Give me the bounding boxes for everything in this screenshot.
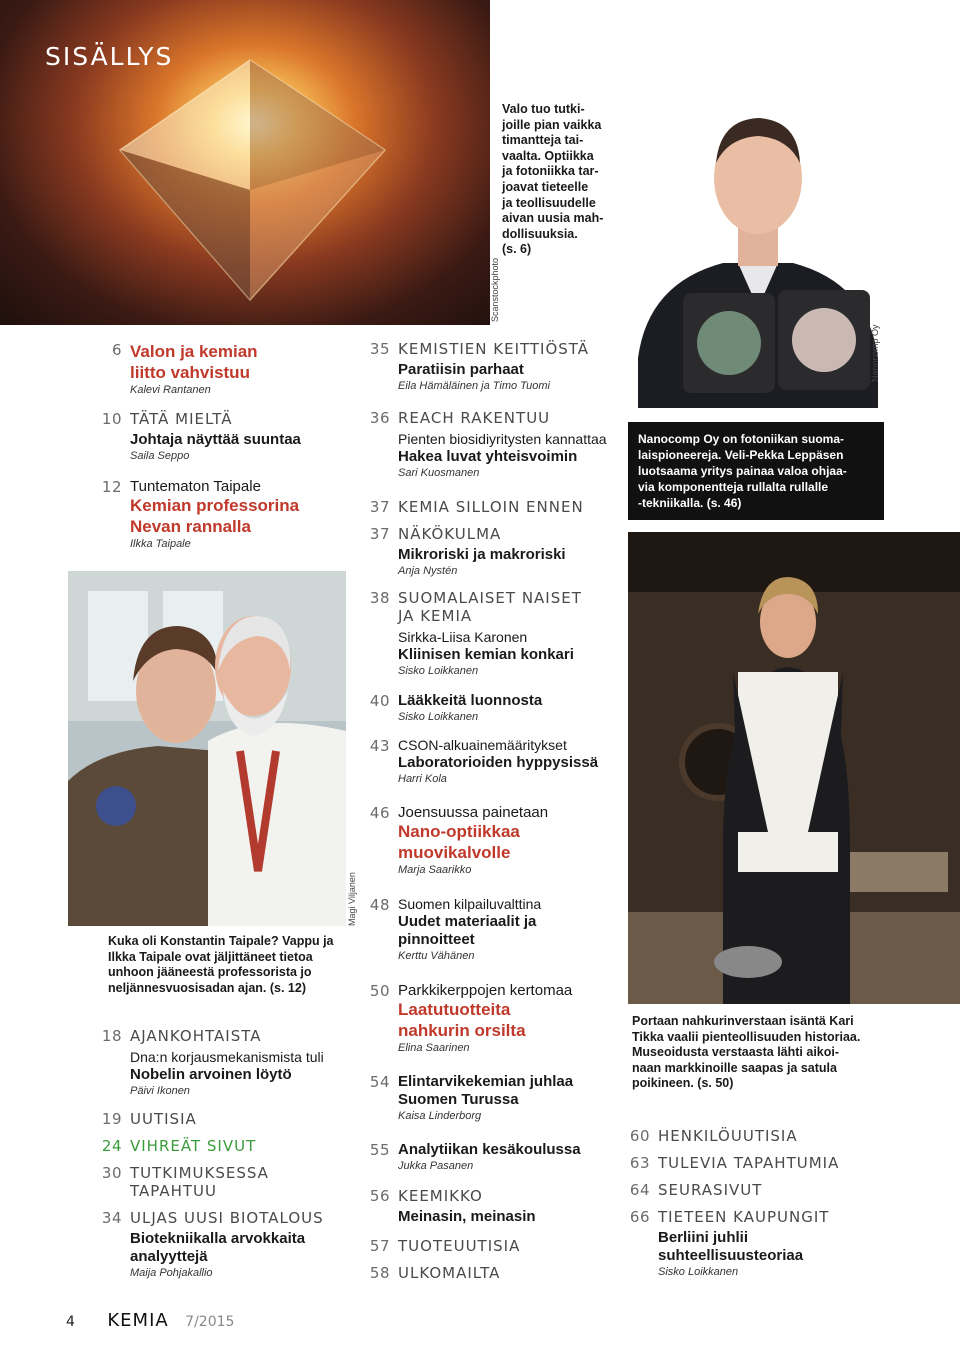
page-number: 64: [629, 1181, 650, 1199]
entry-title: Paratiisin parhaat: [398, 361, 524, 378]
page-number: 30: [101, 1164, 122, 1182]
entry-author: Kerttu Vähänen: [398, 950, 475, 962]
toc-entry[interactable]: [364, 896, 614, 964]
page-number: 56: [369, 1187, 390, 1205]
entry-author: Sari Kuosmanen: [398, 467, 480, 479]
toc-entry[interactable]: [364, 804, 614, 878]
page-number: 66: [629, 1208, 650, 1226]
toc-entry[interactable]: [96, 478, 336, 552]
toc-entry[interactable]: [364, 1237, 614, 1255]
section-label: AJANKOHTAISTA: [130, 1027, 262, 1045]
section-label: TUTKIMUKSESSA TAPAHTUU: [130, 1164, 269, 1200]
page-number: 6: [111, 341, 122, 359]
page-number: 38: [369, 589, 390, 607]
entry-author: Kaisa Linderborg: [398, 1110, 482, 1122]
entry-author: Saila Seppo: [130, 450, 190, 462]
entry-author: Elina Saarinen: [398, 1042, 470, 1054]
section-label: ULJAS UUSI BIOTALOUS: [130, 1209, 324, 1227]
entry-author: Jukka Pasanen: [398, 1160, 474, 1172]
magazine-logo: KEMIA: [107, 1310, 169, 1331]
entry-lead: Sirkka-Liisa Karonen: [398, 629, 528, 645]
page-number: 18: [101, 1027, 122, 1045]
section-label: KEMIA SILLOIN ENNEN: [398, 498, 584, 516]
entry-author: Maija Pohjakallio: [130, 1267, 213, 1279]
photo-caption-box: [628, 422, 884, 520]
page-number: 57: [369, 1237, 390, 1255]
entry-title: Berliini juhlii suhteellisuusteoriaa: [658, 1229, 804, 1264]
photo-caption: Kuka oli Konstantin Taipale? Vappu ja Ilkka Taipale ovat jäljittäneet tietoa unhoon jääneestä professorista jo neljännesvuosisadan ajan. (s. 12): [108, 934, 334, 995]
entry-lead: Dna:n korjausmekanismista tuli: [130, 1049, 324, 1065]
entry-author: Marja Saarikko: [398, 864, 472, 876]
entry-author: Harri Kola: [398, 773, 447, 785]
entry-lead: Joensuussa painetaan: [398, 804, 549, 821]
toc-entry[interactable]: [96, 1027, 336, 1099]
entry-author: Päivi Ikonen: [130, 1085, 190, 1097]
toc-entry[interactable]: [364, 1187, 614, 1226]
entry-lead: Suomen kilpailuvalttina: [398, 896, 542, 912]
entry-title: Lääkkeitä luonnosta: [398, 692, 543, 709]
page-number: 50: [369, 982, 390, 1000]
section-label: HENKILÖUUTISIA: [658, 1127, 798, 1145]
page-title: SISÄLLYS: [45, 42, 174, 71]
toc-entry[interactable]: [364, 737, 614, 787]
workshop-photo: [628, 532, 960, 1004]
page-number: 60: [629, 1127, 650, 1145]
entry-title: Nano-optiikkaa muovikalvolle: [398, 822, 520, 862]
page-number: 12: [101, 478, 122, 496]
section-label: VIHREÄT SIVUT: [130, 1137, 257, 1155]
entry-title: Laatutuotteita nahkurin orsilta: [398, 1000, 526, 1040]
nanocomp-photo: [628, 68, 888, 408]
section-label: TULEVIA TAPAHTUMIA: [658, 1154, 840, 1172]
page-number: 43: [369, 737, 390, 755]
toc-entry[interactable]: [624, 1181, 874, 1199]
section-label: KEMISTIEN KEITTIÖSTÄ: [398, 340, 590, 358]
page-number: 36: [369, 409, 390, 427]
section-label: UUTISIA: [130, 1110, 197, 1128]
workshop-illustration: [628, 532, 960, 1004]
page-number: 46: [369, 804, 390, 822]
photo-credit: Nanocomp Oy: [870, 324, 880, 382]
photo-caption: Valo tuo tutki- joille pian vaikka timantteja tai- vaalta. Optiikka ja fotoniikka tar- joavat tieteelle ja teollisuudelle aivan uusia mah- dollisuuksia. (s. 6): [502, 102, 604, 257]
photo-credit: Scanstockphoto: [490, 257, 500, 322]
section-label: KEEMIKKO: [398, 1187, 483, 1205]
page-number: 35: [369, 340, 390, 358]
page-number: 48: [369, 896, 390, 914]
toc-entry[interactable]: [96, 1164, 336, 1200]
toc-entry[interactable]: [364, 409, 614, 481]
entry-author: Sisko Loikkanen: [398, 711, 479, 723]
entry-author: Anja Nystén: [398, 565, 458, 577]
section-label: REACH RAKENTUU: [398, 409, 551, 427]
entry-title: Kliinisen kemian konkari: [398, 646, 574, 663]
section-label: TIETEEN KAUPUNGIT: [658, 1208, 830, 1226]
toc-entry[interactable]: [364, 1073, 614, 1124]
page-number: 63: [629, 1154, 650, 1172]
footer: [66, 1310, 234, 1334]
diamond-photo: [0, 0, 490, 325]
entry-lead: Tuntematon Taipale: [130, 478, 261, 495]
page-number: 55: [369, 1141, 390, 1159]
toc-entry[interactable]: [96, 1137, 336, 1155]
toc-entry[interactable]: [96, 341, 326, 398]
footer-page-number: 4: [66, 1314, 75, 1330]
entry-author: Sisko Loikkanen: [398, 665, 479, 677]
section-label: ULKOMAILTA: [398, 1264, 501, 1282]
entry-title: Valon ja kemian liitto vahvistuu: [130, 342, 258, 382]
toc-entry[interactable]: [364, 340, 614, 394]
entry-lead: Pienten biosidiyritysten kannattaa: [398, 431, 607, 447]
section-label: SUOMALAISET NAISET JA KEMIA: [398, 589, 582, 625]
entry-title: Johtaja näyttää suuntaa: [130, 431, 301, 448]
entry-author: Eila Hämäläinen ja Timo Tuomi: [398, 380, 550, 392]
entry-title: Nobelin arvoinen löytö: [130, 1066, 292, 1083]
section-label: TUOTEUUTISIA: [398, 1237, 521, 1255]
entry-author: Ilkka Taipale: [130, 538, 191, 550]
entry-title: Analytiikan kesäkoulussa: [398, 1141, 581, 1158]
page-number: 37: [369, 498, 390, 516]
entry-author: Kalevi Rantanen: [130, 384, 211, 396]
page-number: 24: [101, 1137, 122, 1155]
toc-entry[interactable]: [364, 1264, 614, 1282]
section-label: NÄKÖKULMA: [398, 525, 502, 543]
toc-entry[interactable]: [624, 1208, 874, 1280]
entry-title: Kemian professorina Nevan rannalla: [130, 496, 300, 536]
photo-credit: Magi Viljanen: [347, 872, 357, 926]
toc-entry[interactable]: [364, 982, 614, 1056]
entry-title: Biotekniikalla arvokkaita analyyttejä: [130, 1230, 306, 1265]
page-number: 10: [101, 410, 122, 428]
photo-caption: Portaan nahkurinverstaan isäntä Kari Tikka vaalii pienteollisuuden historiaa. Museoidusta verstaasta lähti aikoi- naan markkinoille saapas ja satula poikineen. (s. 50): [632, 1014, 861, 1090]
section-label: SEURASIVUT: [658, 1181, 763, 1199]
page-number: 19: [101, 1110, 122, 1128]
section-label: TÄTÄ MIELTÄ: [130, 410, 233, 428]
page-number: 37: [369, 525, 390, 543]
entry-lead: CSON-alkuainemääritykset: [398, 737, 567, 753]
page-number: 58: [369, 1264, 390, 1282]
entry-title: Mikroriski ja makroriski: [398, 546, 566, 563]
toc-entry[interactable]: [364, 498, 614, 516]
issue-number: 7/2015: [185, 1314, 235, 1330]
toc-entry[interactable]: [364, 692, 614, 725]
page-number: 54: [369, 1073, 390, 1091]
toc-entry[interactable]: [96, 410, 336, 464]
toc-entry[interactable]: [364, 525, 614, 579]
toc-entry[interactable]: [364, 1141, 614, 1174]
man-with-products-illustration: [628, 68, 888, 408]
page-number: 34: [101, 1209, 122, 1227]
entry-title: Hakea luvat yhteisvoimin: [398, 448, 578, 465]
entry-title: Laboratorioiden hyppysissä: [398, 754, 599, 771]
page-number: 40: [369, 692, 390, 710]
couple-illustration: [68, 571, 346, 926]
couple-photo: [68, 571, 346, 926]
entry-author: Sisko Loikkanen: [658, 1266, 739, 1278]
photo-caption: Nanocomp Oy on fotoniikan suoma- laispioneereja. Veli-Pekka Leppäsen luotsaama yritys painaa valoa ohjaa- via komponentteja rullalta rullalle -tekniikalla. (s. 46): [638, 432, 847, 510]
entry-lead: Parkkikerppojen kertomaa: [398, 982, 573, 999]
toc-entry[interactable]: [96, 1110, 336, 1128]
entry-title: Meinasin, meinasin: [398, 1208, 536, 1225]
toc-entry[interactable]: [624, 1127, 874, 1145]
entry-title: Uudet materiaalit ja pinnoitteet: [398, 913, 537, 948]
toc-entry[interactable]: [364, 589, 614, 679]
toc-entry[interactable]: [624, 1154, 874, 1172]
toc-entry[interactable]: [96, 1209, 336, 1281]
entry-title: Elintarvikekemian juhlaa Suomen Turussa: [398, 1073, 574, 1108]
